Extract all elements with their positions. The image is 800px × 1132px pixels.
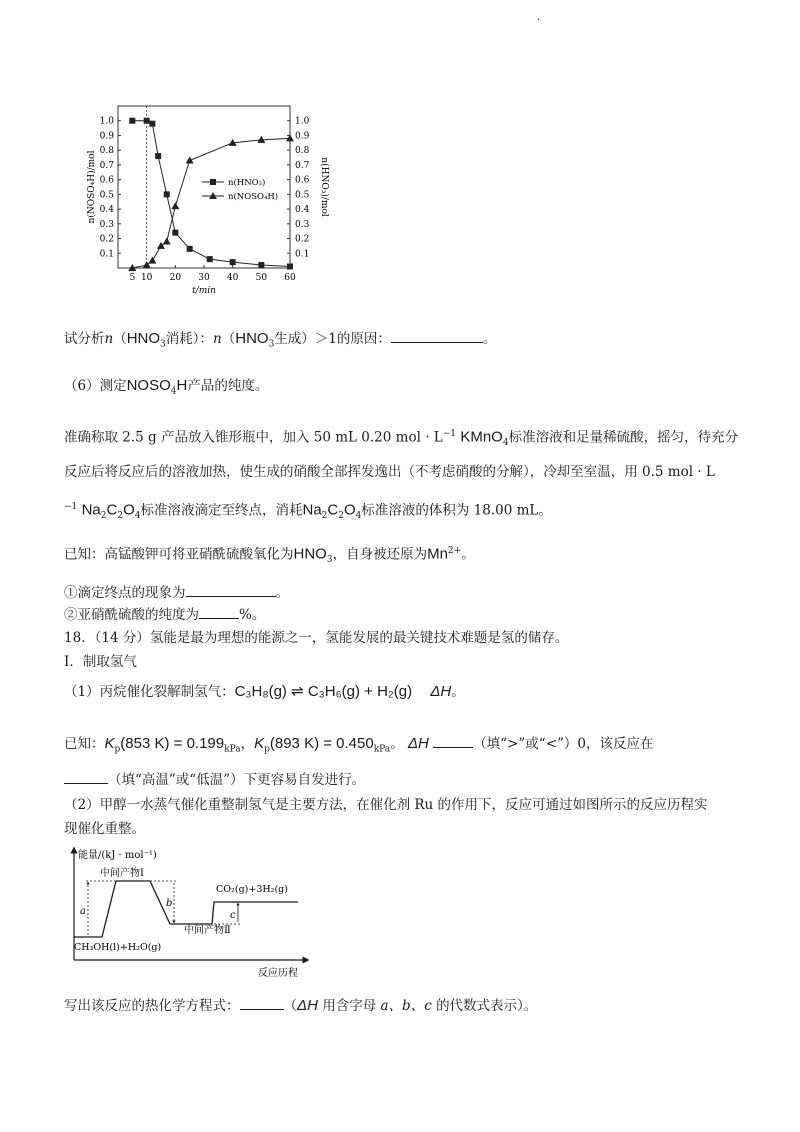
question-6 (64, 375, 268, 403)
y-tick-label-left: 0.6 (99, 175, 114, 186)
sub2-end: %。 (239, 607, 266, 623)
y-tick-label-left: 0.1 (99, 249, 114, 260)
known1-sub3: 3 (326, 555, 333, 566)
c-sub-2: 2 (338, 511, 344, 522)
x-axis-label: t/min (192, 286, 216, 296)
ratio-gt1: ＞1 (314, 331, 337, 347)
y-tick-label-right: 0.1 (295, 249, 310, 260)
x-tick-label: 60 (284, 273, 296, 283)
point-noso4h (186, 156, 194, 163)
o-sub-1: 4 (134, 511, 141, 522)
y-tick-label-left: 0.7 (99, 160, 114, 171)
kp-known: 已知： (64, 736, 105, 752)
ratio-n1: n (104, 331, 114, 347)
o-2: O (343, 501, 356, 519)
point-hno3 (155, 153, 161, 159)
y-tick-label-right: 0.7 (295, 160, 310, 171)
na-sub-1: 2 (100, 511, 107, 522)
final-text-c: 的代数式表示）。 (436, 998, 538, 1014)
sub2-text: ②亚硝酰硫酸的纯度为 (64, 607, 199, 623)
ratio-lparen1: （ (113, 331, 127, 347)
y-tick-label-right: 0.4 (295, 205, 310, 216)
kp-line (64, 733, 654, 761)
point-hno3 (164, 191, 170, 197)
q6-sub4: 4 (170, 386, 177, 397)
point-hno3 (129, 118, 135, 124)
page-mark: . (537, 12, 541, 23)
answer-blank-dh-sign[interactable] (433, 733, 473, 748)
para1-line2 (64, 461, 715, 483)
para1-line3 (64, 496, 552, 527)
para1-l3b: 标准溶液的体积为 18.00 mL。 (361, 502, 552, 519)
ratio-rparen2: ） (301, 331, 315, 347)
kp-sub-p2: p (264, 744, 270, 755)
known1-a: 已知：高锰酸钾可将亚硝酰硫酸氧化为 (64, 546, 294, 563)
para1-kmno4-sub: 4 (502, 438, 509, 449)
x-tick-label: 30 (198, 273, 210, 283)
sub-question-1 (64, 582, 289, 604)
known1-b: ，自身被还原为 (332, 546, 428, 563)
ratio-sub3-2: 3 (268, 339, 275, 350)
y-tick-label-left: 0.4 (99, 205, 114, 216)
intermediate-1-label: 中间产物Ⅰ (100, 868, 144, 879)
point-hno3 (149, 121, 155, 127)
para1-l3sup: −1 (64, 502, 78, 512)
sub-question-2 (64, 604, 265, 626)
kp-b: （填“>”或“<”）0，该反应在 (473, 736, 654, 752)
ratio-suffix: 的原因： (336, 331, 391, 347)
ratio-rparen1: ） (192, 331, 200, 347)
ratio-hno3-2: HNO (235, 330, 269, 347)
final-lparen: （ (283, 998, 297, 1014)
point-hno3 (144, 118, 150, 124)
final-text-b: 用含字母 (322, 998, 377, 1014)
kp-value2: (893 K) = 0.450 (269, 735, 374, 752)
point-noso4h (163, 237, 171, 244)
ratio-colon: ： (199, 331, 214, 347)
known1-end: 。 (461, 546, 475, 563)
kp-sep: ， (240, 736, 255, 752)
ratio-n2: n (213, 331, 222, 347)
y-tick-label-right: 0.9 (295, 131, 310, 142)
para1-l1sup: −1 (442, 429, 457, 439)
para1-l3a: 标准溶液滴定至终点，消耗 (140, 502, 303, 519)
q6-number: （6）测定 (64, 378, 127, 394)
point-noso4h (171, 202, 179, 209)
y-tick-label-right: 1.0 (295, 116, 310, 127)
na-1: Na (81, 501, 101, 519)
label-a: a (80, 906, 86, 917)
y-tick-label-right: 0.8 (295, 146, 310, 157)
known1 (64, 540, 475, 571)
q18-1-text: （1）丙烷催化裂解制氢气： (64, 684, 235, 700)
kp-dh: ΔH (407, 735, 429, 752)
kp-dot: 。 (390, 736, 404, 752)
o-1: O (123, 501, 135, 519)
y-tick-label-left: 0.5 (99, 190, 114, 201)
c-2: C (327, 501, 339, 519)
kp-unit1: kPa (224, 744, 241, 755)
legend-label-0: n(HNO₃) (228, 178, 266, 188)
q6-formula-a: NOSO (126, 377, 171, 394)
legend-label-1: n(NOSO₄H) (228, 192, 279, 202)
kp-line2 (64, 769, 365, 791)
sub1-end: 。 (275, 585, 289, 601)
answer-blank-endpoint[interactable] (186, 582, 276, 597)
o-sub-2: 4 (355, 511, 362, 522)
ratio-lparen2: （ (221, 331, 236, 347)
question-ratio (64, 328, 496, 356)
energy-xlabel: 反应历程 (258, 968, 298, 979)
ratio-hno3-1: HNO (126, 330, 161, 347)
y-tick-label-left: 0.9 (99, 131, 114, 142)
legend-marker-square (210, 179, 216, 185)
y-tick-label-right: 0.5 (295, 190, 310, 201)
chart-hno3-noso4h (84, 96, 340, 298)
final-question (64, 995, 537, 1017)
q18-1-end: 。 (451, 684, 465, 700)
kp-value1: (853 K) = 0.199 (120, 735, 225, 752)
propane-equation: C₃H₈(g) ⇌ C₃H₆(g) + H₂(g) (234, 683, 413, 700)
ratio-consumed: 消耗 (165, 331, 193, 347)
sub1-text: ①滴定终点的现象为 (64, 585, 186, 601)
x-tick-label: 5 (129, 273, 136, 283)
ratio-sub3-1: 3 (160, 339, 166, 350)
x-tick-label: 10 (140, 273, 153, 283)
question-18: 18．（14 分）氢能是最为理想的能源之一，氢能发展的最关键技术难题是氢的储存。 (64, 630, 569, 646)
x-tick-label: 50 (255, 273, 268, 283)
energy-ylabel: 能量/(kJ · mol⁻¹) (78, 850, 157, 861)
question-18-1 (64, 681, 465, 703)
para1-l1a: 准确称取 2.5 g 产品放入锥形瓶中，加入 50 mL 0.20 mol · L (64, 429, 443, 446)
intermediate-2-label: 中间产物Ⅱ (184, 925, 231, 936)
known1-sup: 2+ (447, 546, 462, 556)
kp-k2: K (254, 735, 265, 752)
q6-text: 产品的纯度。 (187, 378, 269, 394)
q18-1-dh: ΔH (430, 683, 452, 700)
answer-blank-purity[interactable] (199, 604, 239, 619)
final-dh: ΔH (297, 997, 318, 1014)
y-tick-label-left: 0.8 (99, 146, 114, 157)
label-c: c (230, 910, 236, 921)
answer-blank-ratio[interactable] (391, 328, 483, 343)
energy-diagram (66, 842, 328, 982)
para1-l2: 反应后将反应后的溶液加热，使生成的硝酸全部挥发逸出（不考虑硝酸的分解），冷却至室温，用 0.5 mol · L (64, 464, 715, 480)
y-tick-label-right: 0.2 (295, 234, 310, 245)
question-18-2-line1: （2）甲醇一水蒸气催化重整制氢气是主要方法，在催化剂 Ru 的作用下，反应可通过如图所示的反应历程实 (64, 797, 708, 813)
answer-blank-temperature[interactable] (64, 769, 108, 784)
y-tick-label-right: 0.6 (295, 175, 310, 186)
point-hno3 (207, 256, 213, 262)
y-tick-label-right: 0.3 (295, 219, 310, 230)
final-letters: a、b、c (380, 998, 432, 1014)
final-text-a: 写出该反应的热化学方程式： (64, 998, 240, 1014)
c-sub-1: 2 (117, 511, 124, 522)
ratio-prefix: 试分析 (64, 331, 105, 347)
section-1: Ⅰ．制取氢气 (64, 654, 137, 670)
kp-line2-text: （填“高温”或“低温”）下更容易自发进行。 (108, 772, 366, 788)
point-hno3 (258, 262, 264, 268)
y-tick-label-left: 0.3 (99, 219, 114, 230)
ratio-produced: 生成 (274, 331, 302, 347)
x-tick-label: 40 (226, 273, 239, 283)
point-hno3 (287, 264, 293, 270)
y-axis-label-right: n(HNO₃)/mol (319, 157, 329, 217)
answer-blank-thermo-equation[interactable] (240, 995, 284, 1010)
y-tick-label-left: 1.0 (99, 116, 114, 127)
y-tick-label-left: 0.2 (99, 234, 114, 245)
product-label: CO₂(g)+3H₂(g) (216, 884, 288, 895)
para1-line1 (64, 423, 738, 454)
question-18-2-line2: 现催化重整。 (64, 821, 145, 837)
reactant-label: CH₃OH(l)+H₂O(g) (74, 942, 162, 953)
ratio-end: 。 (482, 331, 497, 347)
c-1: C (106, 501, 118, 519)
na-2: Na (302, 501, 322, 519)
label-b: b (166, 898, 173, 909)
kp-unit2: kPa (373, 744, 391, 755)
q6-formula-b: H (176, 377, 188, 394)
point-hno3 (172, 230, 178, 236)
kp-sub-p1: p (114, 744, 121, 755)
na-sub-2: 2 (321, 511, 328, 522)
para1-kmno4: KMnO (460, 428, 503, 446)
x-tick-label: 20 (169, 273, 182, 283)
point-hno3 (230, 259, 236, 265)
kp-k1: K (104, 735, 115, 752)
para1-l1b: 标准溶液和足量稀硫酸，摇匀，待充分 (508, 429, 739, 446)
y-axis-label-left: n(NOSO₄H)/mol (87, 150, 97, 224)
point-noso4h (148, 257, 156, 264)
known1-mn: Mn (427, 545, 448, 563)
known1-hno: HNO (293, 545, 327, 563)
point-hno3 (187, 246, 193, 252)
